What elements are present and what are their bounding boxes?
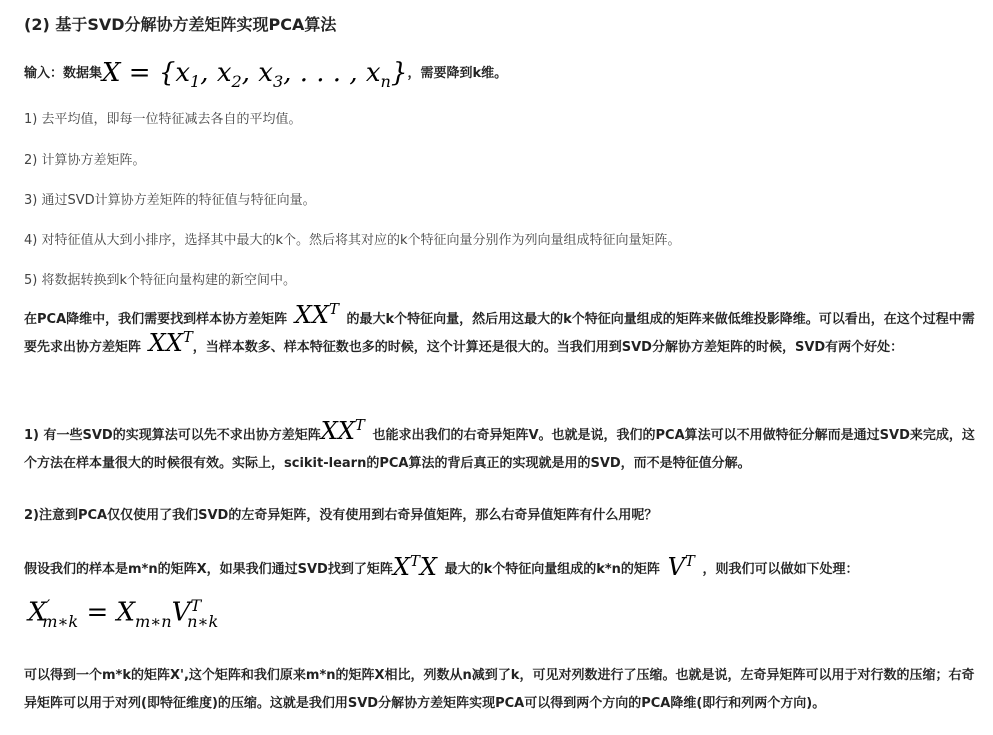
formula-xxt: $XX^T$ [320,416,365,445]
para4-text-c: ，则我们可以做如下处理： [702,562,859,577]
step-2: 2) 计算协方差矩阵。 [24,153,146,168]
input-prefix: 输入：数据集 [24,66,103,81]
paragraph-benefit-1 [24,416,979,478]
para1-text-c: ，当样本数多、样本特征数也多的时候，这个计算还是很大的。当我们用到SVD分解协方差矩阵的时候，SVD有两个好处： [192,340,904,355]
para1-text-b: 的最大k个特征向量，然后用这最大的k个特征向量组成的矩阵来做低维投影降维。可以看出，在这个过程中需要先求出协方差矩阵 [24,312,975,355]
paragraph-right-singular [24,550,858,579]
formula-xxt: $XX^T$ [287,300,339,329]
input-suffix: ，需要降到k维。 [407,66,508,81]
para4-text-a: 假设我们的样本是m*n的矩阵X，如果我们通过SVD找到了矩阵 [24,562,393,577]
paragraph-pca-covariance [24,300,979,362]
para1-text-a: 在PCA降维中，我们需要找到样本协方差矩阵 [24,312,288,327]
formula-xtx: $X^TX$ [392,552,445,581]
step-4: 4) 对特征值从大到小排序，选择其中最大的k个。然后将其对应的k个特征向量分别作为列向量组成特征向量矩阵。 [24,233,681,248]
compression-equation: $X'_{m∗k} = X_{m∗n}V^T_{n∗k}$ [28,596,219,631]
paragraph-conclusion: 可以得到一个m*k的矩阵X',这个矩阵和我们原来m*n的矩阵X相比，列数从n减到了k，可见对列数进行了压缩。也就是说，左奇异矩阵可以用于对行数的压缩；右奇异矩阵可以用于对列(即特征维度)的压缩。这就是我们用SVD分解协方差矩阵实现PCA可以得到两个方向的PCA降维(即行和列两个方向)。 [24,668,975,711]
step-3: 3) 通过SVD计算协方差矩阵的特征值与特征向量。 [24,193,316,208]
dataset-formula: $X = \{x_1$, $x_2$, $x_3$, . . . , $x_n$} [102,58,408,92]
para2-text-a: 1) 有一些SVD的实现算法可以先不求出协方差矩阵 [24,428,321,443]
para2-text-b: 也能求出我们的右奇异矩阵V。也就是说，我们的PCA算法可以不用做特征分解而是通过SVD来完成，这个方法在样本量很大的时候很有效。实际上，scikit-learn的PCA算法的背后真正的实现就是用的SVD，而不是特征值分解。 [24,428,975,471]
section-title: (2) 基于SVD分解协方差矩阵实现PCA算法 [24,15,337,34]
step-5: 5) 将数据转换到k个特征向量构建的新空间中。 [24,273,297,288]
step-1: 1) 去平均值，即每一位特征减去各自的平均值。 [24,112,302,127]
para4-text-b: 最大的k个特征向量组成的k*n的矩阵 [444,562,660,577]
input-line [24,54,508,92]
formula-xxt: $XX^T$ [141,328,193,357]
formula-vt: $V^T$ [659,552,695,581]
paragraph-benefit-2: 2)注意到PCA仅仅使用了我们SVD的左奇异矩阵，没有使用到右奇异值矩阵，那么右奇异值矩阵有什么用呢？ [24,508,658,523]
